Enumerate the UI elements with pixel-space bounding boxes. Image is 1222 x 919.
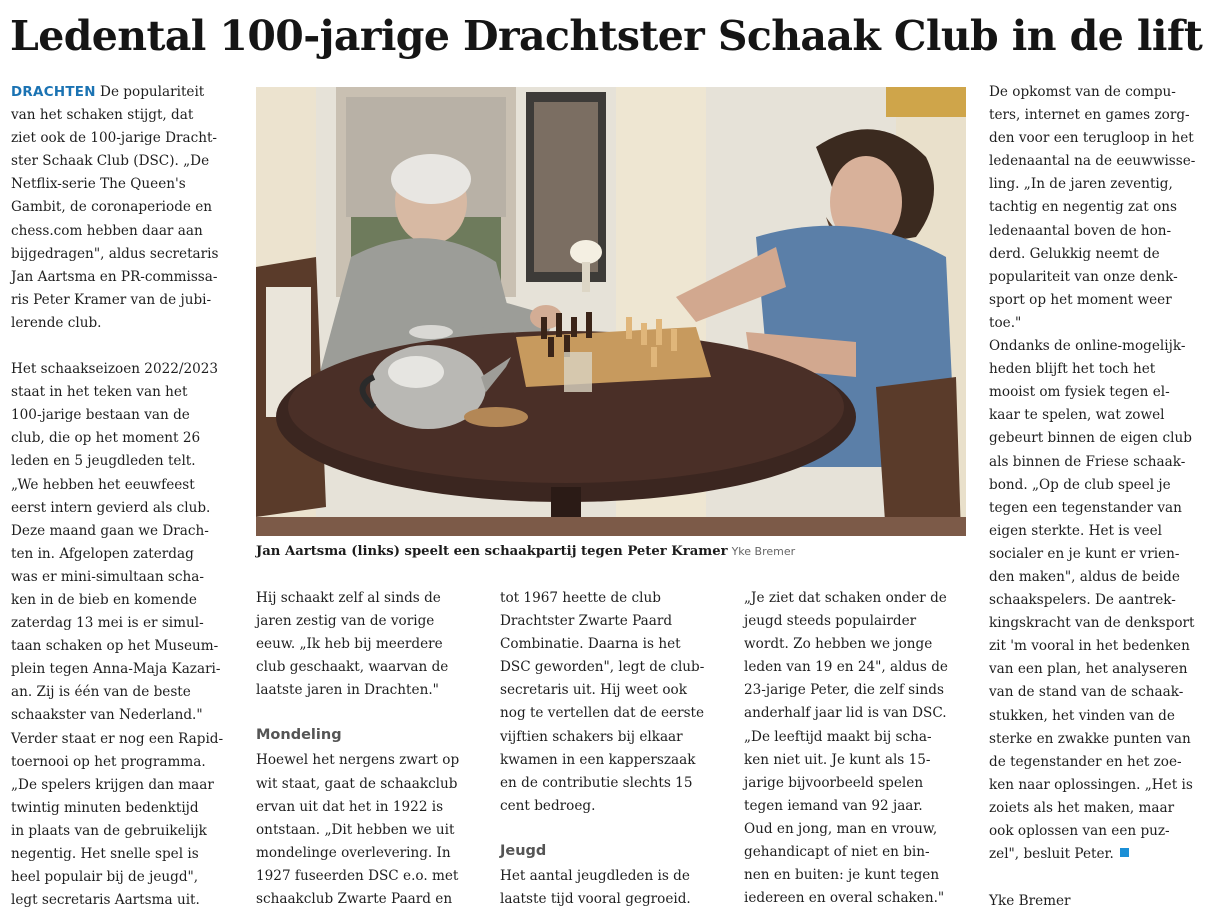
article-column-4 (744, 587, 976, 910)
headline: Ledental 100-jarige Drachtster Schaak Club in de lift (10, 12, 1203, 60)
intro-text: De populariteit van het schaken stijgt, dat ziet ook de 100-jarige Dracht- ster Schaak Club (DSC). „De Netflix-serie The Queen's Gambit, de coronaperiode en chess.com hebben daar aan bijgedragen", aldus secretaris Jan Aartsma en PR-commissa- ris Peter Kramer van de jubi- lerende club. (11, 84, 219, 331)
body-paragraph: „Je ziet dat schaken onder de jeugd steeds populairder wordt. Zo hebben we jonge leden van 19 en 24", aldus de 23-jarige Peter, die zelf sinds anderhalf jaar lid is van DSC. „De leeftijd maakt bij scha- ken niet uit. Je kunt als 15- jarige bijvoorbeeld spelen tegen iemand van 92 jaar. Oud en jong, man en vrouw, gehandicapt of niet en bin- nen en buiten: je kunt tegen iedereen en overal schaken." (744, 590, 948, 907)
body-paragraph: De opkomst van de compu- ters, internet en games zorg- den voor een terugloop in het ledenaantal na de eeuwwisse- ling. „In de jaren zeventig, tachtig en negentig zat ons ledenaantal boven de hon- derd. Gelukkig neemt de populariteit van onze denk- sport op het moment weer toe." (989, 84, 1196, 331)
article-photo (256, 87, 966, 536)
intro-paragraph (11, 81, 243, 335)
dateline: DRACHTEN (11, 85, 96, 100)
article-column-5 (989, 81, 1219, 913)
body-paragraph: Hoewel het nergens zwart op wit staat, gaat de schaakclub ervan uit dat het in 1922 is ontstaan. „Dit hebben we uit mondelinge overlevering. In 1927 fuseerden DSC e.o. met schaakclub Zwarte Paard en (256, 752, 460, 908)
article-column-1 (11, 81, 243, 912)
body-paragraph: Het schaakseizoen 2022/2023 staat in het teken van het 100-jarige bestaan van de club, die op het moment 26 leden en 5 jeugdleden telt. „We hebben het eeuwfeest eerst intern gevierd als club. Deze maand gaan we Drach- ten in. Afgelopen zaterdag was er mini-simultaan scha- ken in de bieb en komende zaterdag 13 mei is er simul- taan schaken op het Museum- plein tegen Anna-Maja Kazari- an. Zij is één van de beste schaakster van Nederland." Verder staat er nog een Rapid- toernooi op het programma. „De spelers krijgen dan maar twintig minuten bedenktijd in plaats van de gebruikelijk negentig. Het snelle spel is heel populair bij de jeugd", legt secretaris Aartsma uit. (11, 361, 224, 909)
subheading-mondeling: Mondeling (256, 727, 342, 744)
article-column-3 (500, 587, 732, 911)
photo-credit: Yke Bremer (731, 545, 796, 558)
body-paragraph: tot 1967 heette de club Drachtster Zwarte Paard Combinatie. Daarna is het DSC geworden", legt de club- secretaris uit. Hij weet ook nog te vertellen dat de eerste vijftien schakers bij elkaar kwamen in een kapperszaak en de contributie slechts 15 cent bedroeg. (500, 590, 705, 814)
caption-text: Jan Aartsma (links) speelt een schaakpartij tegen Peter Kramer (256, 544, 728, 559)
body-paragraph: Hij schaakt zelf al sinds de jaren zestig van de vorige eeuw. „Ik heb bij meerdere club geschaakt, waarvan de laatste jaren in Drachten." (256, 590, 449, 699)
end-of-article-mark (1120, 848, 1129, 857)
chess-players-photo (256, 87, 966, 536)
subheading-jeugd: Jeugd (500, 842, 547, 859)
article-column-2 (256, 587, 488, 911)
body-paragraph (989, 335, 1219, 866)
photo-caption (256, 541, 976, 563)
body-paragraph: Het aantal jeugdleden is de laatste tijd vooral gegroeid. (500, 867, 691, 908)
closing-text: Ondanks de online-mogelijk- heden blijft het toch het mooist om fysiek tegen el- kaar te spelen, wat zowel gebeurt binnen de eigen club als binnen de Friese schaak- bond. „Op de club speel je tegen een tegenstander van eigen sterkte. Het is veel socialer en je kunt er vrien- den maken", aldus de beide schaakspelers. De aantrek- kingskracht van de denksport zit 'm vooral in het bedenken van een plan, het analyseren van de stand van de schaak- stukken, het vinden van de sterke en zwakke punten van de tegenstander en het zoe- ken naar oplossingen. „Het is zoiets als het maken, maar ook oplossen van een puz- zel", besluit Peter. (989, 338, 1195, 863)
author-byline: Yke Bremer (989, 893, 1071, 910)
